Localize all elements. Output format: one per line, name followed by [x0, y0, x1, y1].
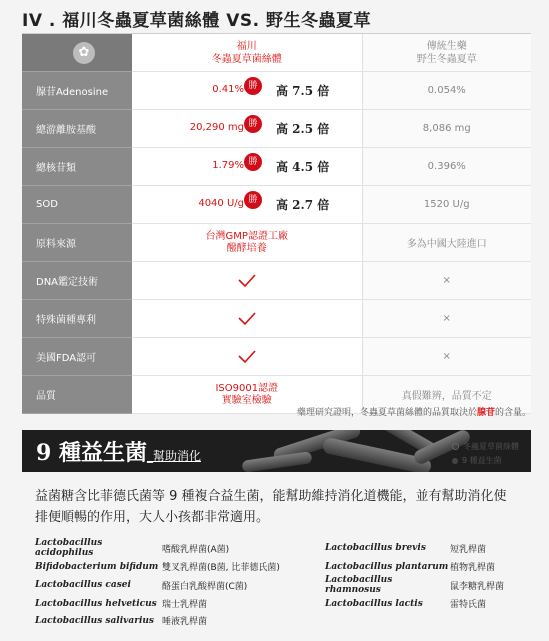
trad-value: 真假難辨，品質不定 [362, 376, 531, 414]
fu-value: 4040 U/g [198, 198, 244, 209]
table-row [22, 148, 531, 186]
list-item: Lactobacillus acidophilus 嗜酸乳桿菌(A菌) Lactobacillus brevis 短乳桿菌 [35, 538, 487, 558]
footnote [297, 405, 531, 418]
row-label: 總核苷類 [22, 148, 132, 186]
table-row [22, 110, 531, 148]
trad-value: × [362, 338, 531, 376]
trad-value: 1520 U/g [362, 186, 531, 224]
table-row [22, 186, 531, 224]
fu-source-line1: 台灣GMP認證工廠 [205, 230, 288, 242]
column-header-fu [132, 34, 362, 72]
list-item: Lactobacillus casei 酪蛋白乳酸桿菌(C菌) Lactobacillus rhamnosus 鼠李糖乳桿菌 [35, 575, 505, 595]
table-row [22, 72, 531, 110]
multiplier: 高 2.5 倍 [276, 122, 330, 136]
open-dot-icon [452, 443, 459, 450]
fu-quality-line2: 實驗室檢驗 [221, 394, 272, 406]
row-label: 品質 [22, 376, 132, 414]
win-badge-icon: 勝 [244, 153, 262, 171]
probiotics-description: 益菌糖含比菲德氏菌等 9 種複合益生菌，能幫助維持消化道機能，並有幫助消化使排便順暢的作用，大人小孩都非常適用。 [35, 489, 507, 525]
column-header-traditional [362, 34, 531, 72]
filled-dot-icon [452, 458, 458, 464]
comparison-table [22, 34, 531, 414]
list-item: Lactobacillus salivarius 唾液乳桿菌 [35, 615, 208, 627]
win-badge-icon: 勝 [244, 115, 262, 133]
trad-value: 多為中國大陸進口 [362, 224, 531, 262]
fu-value: 0.41% [212, 84, 244, 95]
fu-value: 1.79% [212, 160, 244, 171]
row-label: 腺苷Adenosine [22, 72, 132, 110]
section-title: IV . 福川冬蟲夏草菌絲體 VS. 野生冬蟲夏草 [22, 11, 371, 31]
fu-quality-line1: ISO9001認證 [215, 382, 279, 394]
table-row [22, 338, 531, 376]
bacteria-list [35, 538, 525, 629]
table-header-logo-cell [22, 34, 132, 72]
legend-item: 9 種益生菌 [452, 454, 519, 468]
trad-value: 8,086 mg [362, 110, 531, 148]
footnote-suffix: 的含量。 [494, 408, 531, 418]
list-item: Lactobacillus helveticus 瑞士乳桿菌 Lactobacillus lactis 雷特氏菌 [35, 598, 487, 610]
row-label: DNA鑑定技術 [22, 262, 132, 300]
banner-title [36, 436, 201, 467]
banner-subtitle: _幫助消化 [146, 449, 201, 463]
column-header-fu-line2: 冬蟲夏草菌絲體 [211, 53, 282, 65]
multiplier: 高 4.5 倍 [276, 160, 330, 174]
row-label: SOD [22, 186, 132, 224]
check-icon [237, 273, 257, 289]
column-header-trad-line2: 野生冬蟲夏草 [416, 53, 477, 65]
trad-value: 0.054% [362, 72, 531, 110]
list-item: Bifidobacterium bifidum 雙叉乳桿菌(B菌, 比菲德氏菌) Lactobacillus plantarum 植物乳桿菌 [35, 561, 496, 573]
legend [452, 440, 519, 468]
table-row [22, 224, 531, 262]
multiplier: 高 7.5 倍 [276, 84, 330, 98]
row-label: 原料來源 [22, 224, 132, 262]
multiplier: 高 2.7 倍 [276, 198, 330, 212]
trad-value: 0.396% [362, 148, 531, 186]
check-icon [237, 349, 257, 365]
check-icon [237, 311, 257, 327]
row-label: 美國FDA認可 [22, 338, 132, 376]
win-badge-icon: 勝 [244, 191, 262, 209]
column-header-fu-line1: 福川 [236, 40, 257, 52]
footnote-highlight: 腺苷 [476, 408, 495, 418]
trad-value: × [362, 300, 531, 338]
brand-logo-icon: ✿ [73, 42, 95, 64]
table-row [22, 262, 531, 300]
win-badge-icon: 勝 [244, 77, 262, 95]
row-label: 總游離胺基酸 [22, 110, 132, 148]
row-label: 特殊菌種專利 [22, 300, 132, 338]
footnote-prefix: 藥理研究證明，冬蟲夏草菌絲體的品質取決於 [296, 408, 477, 418]
fu-value: 20,290 mg [189, 122, 244, 133]
table-header-row [22, 34, 531, 72]
fu-source-line2: 醱酵培養 [226, 242, 267, 254]
table-row [22, 300, 531, 338]
trad-value: × [362, 262, 531, 300]
column-header-trad-line1: 傳統生藥 [426, 40, 467, 52]
legend-item: 冬蟲夏草菌絲體 [452, 440, 519, 454]
banner-title-main: 9 種益生菌 [36, 440, 147, 466]
